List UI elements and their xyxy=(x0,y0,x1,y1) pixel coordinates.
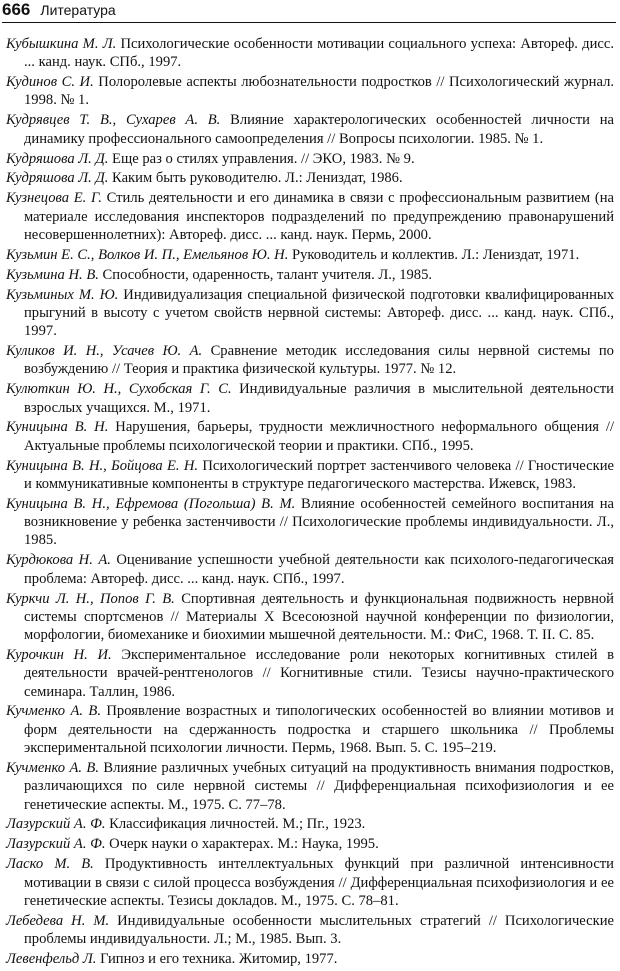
reference-author: Кудряшова Л. Д. xyxy=(6,170,109,187)
reference-author: Кудрявцев Т. В., Сухарев А. В. xyxy=(6,112,221,129)
reference-author: Ласко М. В. xyxy=(6,856,94,873)
reference-entry xyxy=(6,342,614,379)
reference-author: Куркчи Л. Н., Попов Г. В. xyxy=(6,590,175,607)
reference-entry xyxy=(6,590,614,645)
reference-text: Влияние различных учебных ситуаций на продуктивность внимания подростков, различающихся по силе нервной системы // Дифференциальная психофизиология и ее генетические аспекты. М., 1975. С. 77–78. xyxy=(24,759,615,813)
reference-entry xyxy=(6,759,614,814)
reference-author: Куницына В. Н. xyxy=(6,419,109,436)
reference-text: Оценивание успешности учебной деятельности как психолого-педагогическая проблема: Автореф. дисс. ... канд. наук. СПб., 1997. xyxy=(24,552,614,587)
reference-author: Кузьмин Е. С., Волков И. П., Емельянов Ю. Н. xyxy=(6,246,289,263)
reference-text: Индивидуализация специальной физической подготовки квалифицированных прыгуний в высоту с учетом свойств нервной системы: Автореф. дисс. ... канд. наук. СПб., 1997. xyxy=(24,286,614,340)
reference-entry xyxy=(6,246,614,264)
reference-text: Проявление возрастных и типологических особенностей во влиянии мотивов и форм деятельности на сдержанность подростка и старшего школьника // Проблемы экспериментальной психологии личности. Пермь, 1968. Вып. 5. С. 195–219. xyxy=(24,703,614,757)
section-title: Литература xyxy=(40,2,116,18)
reference-entry xyxy=(6,815,614,833)
reference-entry xyxy=(6,380,614,417)
reference-entry xyxy=(6,189,614,244)
reference-author: Кудинов С. И. xyxy=(6,74,94,91)
reference-text: Классификация личностей. М.; Пг., 1923. xyxy=(105,816,366,833)
reference-entry xyxy=(6,495,614,550)
page-number: 666 xyxy=(2,0,31,19)
reference-entry xyxy=(6,266,614,284)
reference-text: Руководитель и коллектив. Л.: Лениздат, 1971. xyxy=(288,246,580,263)
reference-author: Куликов И. Н., Усачев Ю. А. xyxy=(6,343,203,360)
reference-text: Спортивная деятельность и функциональная подвижность нервной системы спортсменов // Материалы X Всесоюзной научной конференции по физиологии, морфологии, биомеханике и биохимии мышечной деятельности. М.: ФиС, 1968. Т. II. С. 85. xyxy=(24,590,614,644)
reference-author: Лазурский А. Ф. xyxy=(6,816,106,833)
reference-author: Кузьминых М. Ю. xyxy=(6,286,119,303)
reference-text: Психологические особенности мотивации социального успеха: Автореф. дисс. ... канд. наук. СПб., 1997. xyxy=(24,36,615,71)
reference-author: Кудряшова Л. Д. xyxy=(6,150,109,167)
reference-entry xyxy=(6,950,614,968)
reference-author: Курдюкова Н. А. xyxy=(6,552,111,569)
reference-author: Куницына В. Н., Бойцова Е. Н. xyxy=(6,457,199,474)
reference-entry xyxy=(6,457,614,494)
reference-entry xyxy=(6,912,614,949)
reference-text: Сравнение методик исследования силы нервной системы по возбуждению // Теория и практика физической культуры. 1977. № 12. xyxy=(24,343,614,378)
reference-text: Индивидуальные различия в мыслительной деятельности взрослых учащихся. М., 1971. xyxy=(24,381,614,416)
reference-text: Продуктивность интеллектуальных функций при различной интенсивности мотивации в связи с силой процесса возбуждения // Дифференциальная психофизиология и ее генетические аспекты. Тезисы докладов. М., 1975. С. 78–81. xyxy=(24,856,614,909)
reference-author: Кузьмина Н. В. xyxy=(6,266,99,283)
reference-author: Кубышкина М. Л. xyxy=(6,36,117,52)
reference-entry xyxy=(6,286,614,341)
reference-entry xyxy=(6,551,614,588)
reference-list xyxy=(6,35,614,970)
reference-entry xyxy=(6,418,614,455)
reference-entry xyxy=(6,646,614,701)
reference-author: Кулюткин Ю. Н., Сухобская Г. С. xyxy=(6,381,232,398)
reference-author: Курочкин Н. И. xyxy=(6,647,112,663)
reference-text: Очерк науки о характерах. М.: Наука, 1995. xyxy=(105,836,379,853)
reference-text: Полоролевые аспекты любознательности подростков // Психологический журнал. 1998. № 1. xyxy=(24,74,615,109)
reference-text: Способности, одаренность, талант учителя. Л., 1985. xyxy=(98,266,433,283)
reference-text: Стиль деятельности и его динамика в связи с профессиональным развитием (на материале исследования инспекторов подразделений по предупреждению правонарушений несовершеннолетних): Автореф. дисс. ... канд. наук. Пермь, 2000. xyxy=(24,190,614,243)
reference-entry xyxy=(6,855,614,910)
reference-entry xyxy=(6,73,614,110)
reference-entry xyxy=(6,702,614,757)
reference-entry xyxy=(6,111,614,148)
reference-text: Влияние особенностей семейного воспитания на возникновение у ребенка застенчивости // Психологические проблемы индивидуальности. Л., 1985. xyxy=(24,495,614,549)
reference-author: Кучменко А. В. xyxy=(6,759,99,776)
reference-author: Кузнецова Е. Г. xyxy=(6,190,102,207)
reference-text: Каким быть руководителю. Л.: Лениздат, 1986. xyxy=(108,170,403,187)
reference-entry xyxy=(6,150,614,168)
reference-author: Лазурский А. Ф. xyxy=(6,836,106,853)
reference-text: Влияние характерологических особенностей личности на динамику профессионального самоопределения // Вопросы психологии. 1985. № 1. xyxy=(24,112,614,147)
reference-text: Нарушения, барьеры, трудности межличностного неформального общения // Актуальные проблемы психологической теории и практики. СПб., 1995. xyxy=(24,419,615,454)
reference-text: Гипноз и его техника. Житомир, 1977. xyxy=(96,950,338,967)
reference-entry xyxy=(6,169,614,187)
reference-author: Кучменко А. В. xyxy=(6,703,101,720)
reference-author: Куницына В. Н., Ефремова (Погольша) В. М. xyxy=(6,495,296,512)
reference-author: Лебедева Н. М. xyxy=(6,912,110,929)
reference-text: Еще раз о стилях управления. // ЭКО, 1983. № 9. xyxy=(108,150,415,167)
reference-text: Экспериментальное исследование роли некоторых когнитивных стилей в деятельности врачей-рентгенологов // Когнитивные стили. Тезисы научно-практического семинара. Таллин, 1986. xyxy=(24,647,615,700)
reference-entry xyxy=(6,835,614,853)
reference-author: Левенфельд Л. xyxy=(6,950,97,967)
reference-entry xyxy=(6,35,614,72)
reference-text: Индивидуальные особенности мыслительных стратегий // Психологические проблемы индивидуальности. Л.; М., 1985. Вып. 3. xyxy=(24,912,614,948)
page-header xyxy=(2,0,616,23)
reference-text: Психологический портрет застенчивого человека // Гностические и коммуникативные компоненты в структуре педагогического мастерства. Ижевск, 1983. xyxy=(24,457,614,492)
